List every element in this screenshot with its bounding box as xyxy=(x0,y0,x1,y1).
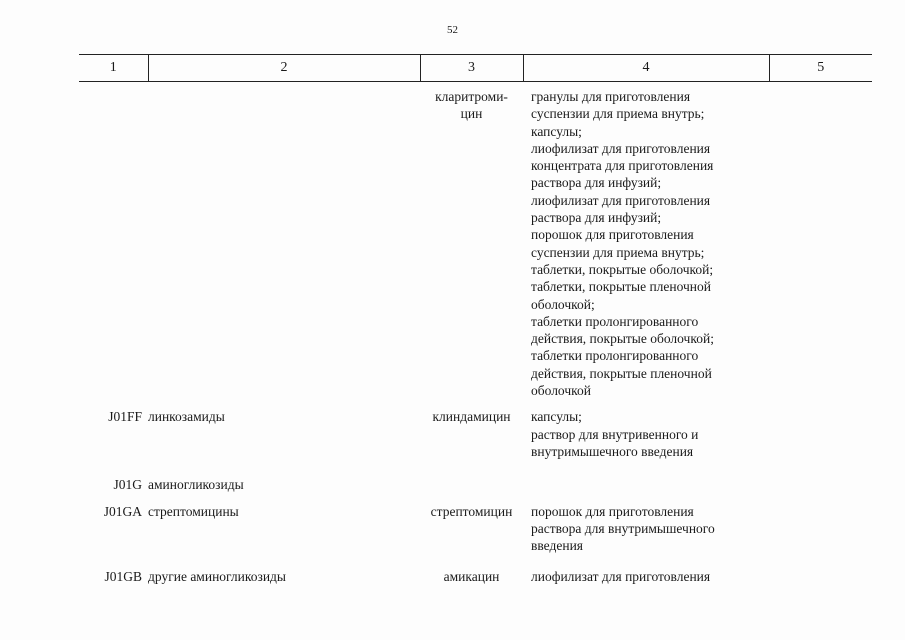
dosage-form-line: раствора для инфузий; xyxy=(531,175,662,191)
drug-name-cell xyxy=(420,399,523,467)
table-row xyxy=(79,467,872,493)
dosage-forms-cell xyxy=(523,559,769,585)
table-row xyxy=(79,399,872,467)
group-name-cell xyxy=(148,82,420,400)
atc-code-cell xyxy=(79,82,148,400)
dosage-forms-cell xyxy=(523,494,769,560)
dosage-form-line: лиофилизат для приготовления xyxy=(531,140,711,156)
group-name-cell: стрептомицины xyxy=(148,503,239,519)
dosage-form-line: капсулы; xyxy=(531,409,582,425)
dosage-form-line: лиофилизат для приготовления xyxy=(531,192,711,208)
dosage-form-line: раствор для внутривенного и xyxy=(531,426,699,442)
drug-name-line: амикацин xyxy=(443,569,500,585)
drug-name-cell xyxy=(420,494,523,560)
dosage-form-line: порошок для приготовления xyxy=(531,227,694,243)
table-body xyxy=(79,82,872,586)
dosage-form-line: порошок для приготовления xyxy=(531,503,694,519)
table-row xyxy=(79,494,872,560)
drug-name-cell xyxy=(420,559,523,585)
medication-table xyxy=(79,54,872,586)
dosage-form-line: концентрата для приготовления xyxy=(531,158,714,174)
column-header-3: 3 xyxy=(420,55,523,82)
dosage-form-line: действия, покрытые пленочной xyxy=(531,365,712,381)
atc-code-cell: J01GB xyxy=(104,569,142,585)
drug-name-line: цин xyxy=(460,106,483,122)
dosage-form-line: лиофилизат для приготовления xyxy=(531,569,711,585)
notes-cell xyxy=(769,559,872,585)
drug-name-line: стрептомицин xyxy=(430,503,513,519)
header-row xyxy=(79,55,872,82)
notes-cell xyxy=(769,494,872,560)
atc-code-cell: J01GA xyxy=(103,503,142,519)
atc-code-cell: J01G xyxy=(113,477,142,493)
dosage-form-line: суспензии для приема внутрь; xyxy=(531,244,705,260)
drug-name-cell xyxy=(420,467,523,493)
dosage-form-line: действия, покрытые оболочкой; xyxy=(531,331,714,347)
dosage-form-line: оболочкой xyxy=(531,383,591,399)
drug-name-cell xyxy=(420,82,523,400)
page-number: 52 xyxy=(447,24,458,36)
table-row xyxy=(79,82,872,400)
dosage-form-line: таблетки, покрытые оболочкой; xyxy=(531,261,714,277)
table-row xyxy=(79,559,872,585)
dosage-forms-cell xyxy=(523,399,769,467)
dosage-form-line: таблетки пролонгированного xyxy=(531,313,699,329)
column-header-4: 4 xyxy=(523,55,769,82)
column-header-5: 5 xyxy=(769,55,872,82)
atc-code-cell: J01FF xyxy=(108,409,142,425)
column-header-2: 2 xyxy=(148,55,420,82)
column-header-1: 1 xyxy=(79,55,148,82)
dosage-form-line: внутримышечного введения xyxy=(531,443,694,459)
dosage-form-line: таблетки пролонгированного xyxy=(531,348,699,364)
group-name-cell: аминогликозиды xyxy=(148,477,244,493)
drug-name-line: клиндамицин xyxy=(432,409,511,425)
drug-name-line: кларитроми- xyxy=(435,89,508,104)
dosage-form-line: гранулы для приготовления xyxy=(531,89,691,104)
group-name-cell: линкозамиды xyxy=(148,409,225,425)
dosage-forms-cell xyxy=(523,82,769,400)
group-name-cell: другие аминогликозиды xyxy=(148,569,286,585)
dosage-form-line: таблетки, покрытые пленочной xyxy=(531,279,712,295)
dosage-form-line: раствора для внутримышечного xyxy=(531,520,715,536)
dosage-form-line: введения xyxy=(531,538,584,554)
dosage-forms-cell xyxy=(523,467,769,493)
dosage-form-line: раствора для инфузий; xyxy=(531,210,662,226)
notes-cell xyxy=(769,399,872,467)
notes-cell xyxy=(769,467,872,493)
dosage-form-line: оболочкой; xyxy=(531,296,595,312)
dosage-form-line: суспензии для приема внутрь; xyxy=(531,106,705,122)
dosage-form-line: капсулы; xyxy=(531,123,582,139)
notes-cell xyxy=(769,82,872,400)
